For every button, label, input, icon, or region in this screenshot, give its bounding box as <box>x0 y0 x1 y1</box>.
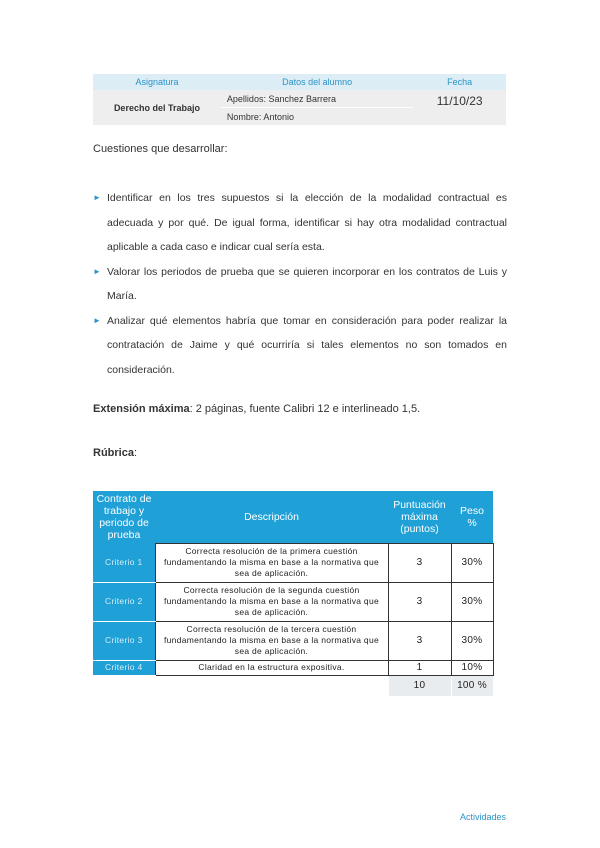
criterion-weight: 10% <box>451 660 493 675</box>
total-weight: 100 % <box>451 675 493 696</box>
criterion-weight: 30% <box>451 621 493 660</box>
criterion-label: Criterio 4 <box>93 660 155 675</box>
table-row <box>93 621 493 660</box>
criterion-points: 3 <box>388 621 451 660</box>
criterion-description: Correcta resolución de la tercera cuestión fundamentando la misma en base a la normativa que sea de aplicación. <box>155 621 388 660</box>
surname-value: Apellidos: Sanchez Barrera <box>221 90 413 108</box>
footer-label: Actividades <box>459 812 506 822</box>
student-info-table <box>93 74 506 125</box>
date-header: Fecha <box>413 74 506 90</box>
extension-text: : 2 páginas, fuente Calibri 12 e interlineado 1,5. <box>189 403 421 415</box>
rubric-header-description: Descripción <box>155 491 388 543</box>
name-value: Nombre: Antonio <box>221 108 413 126</box>
criterion-points: 1 <box>388 660 451 675</box>
date-value: 11/10/23 <box>413 90 506 125</box>
extension-label: Extensión máxima <box>93 403 190 415</box>
extension-note <box>93 403 420 415</box>
questions-list <box>93 186 507 382</box>
criterion-description: Claridad en la estructura expositiva. <box>155 660 388 675</box>
criterion-points: 3 <box>388 543 451 582</box>
student-data-header: Datos del alumno <box>221 74 413 90</box>
bullet-arrow-icon: ► <box>93 266 101 276</box>
criterion-label: Criterio 2 <box>93 582 155 621</box>
subject-value: Derecho del Trabajo <box>93 90 221 125</box>
rubric-table <box>93 491 494 697</box>
rubric-label: Rúbrica <box>93 447 134 459</box>
criterion-description: Correcta resolución de la segunda cuestión fundamentando la misma en base a la normativa que sea de aplicación. <box>155 582 388 621</box>
rubric-title: Rúbrica: <box>93 447 138 459</box>
criterion-description: Correcta resolución de la primera cuestión fundamentando la misma en base a la normativa que sea de aplicación. <box>155 543 388 582</box>
rubric-header-weight: Peso % <box>451 491 493 543</box>
total-row <box>93 675 493 696</box>
table-row <box>93 660 493 675</box>
bullet-arrow-icon: ► <box>93 193 101 202</box>
question-item: ► Valorar los periodos de prueba que se quieren incorporar en los contratos de Luis y María. <box>93 260 507 309</box>
criterion-label: Criterio 1 <box>93 543 155 582</box>
table-row <box>93 582 493 621</box>
rubric-header-points: Puntuación máxima (puntos) <box>388 491 451 543</box>
criterion-weight: 30% <box>451 582 493 621</box>
total-points: 10 <box>388 675 451 696</box>
bullet-arrow-icon: ► <box>93 315 101 325</box>
question-item: ► Identificar en los tres supuestos si la elección de la modalidad contractual es adecuada y por qué. De igual forma, identificar si hay otra modalidad contractual aplicable a cada caso e indicar cual sería esta. <box>93 186 507 260</box>
criterion-weight: 30% <box>451 543 493 582</box>
questions-title: Cuestiones que desarrollar: <box>93 143 228 155</box>
subject-header: Asignatura <box>93 74 221 90</box>
rubric-header-contract: Contrato de trabajo y periodo de prueba <box>93 491 155 543</box>
criterion-label: Criterio 3 <box>93 621 155 660</box>
table-row <box>93 543 493 582</box>
question-item: ► Analizar qué elementos habría que tomar en consideración para poder realizar la contratación de Jaime y qué ocurriría si tales elementos no son tomados en consideración. <box>93 309 507 383</box>
criterion-points: 3 <box>388 582 451 621</box>
